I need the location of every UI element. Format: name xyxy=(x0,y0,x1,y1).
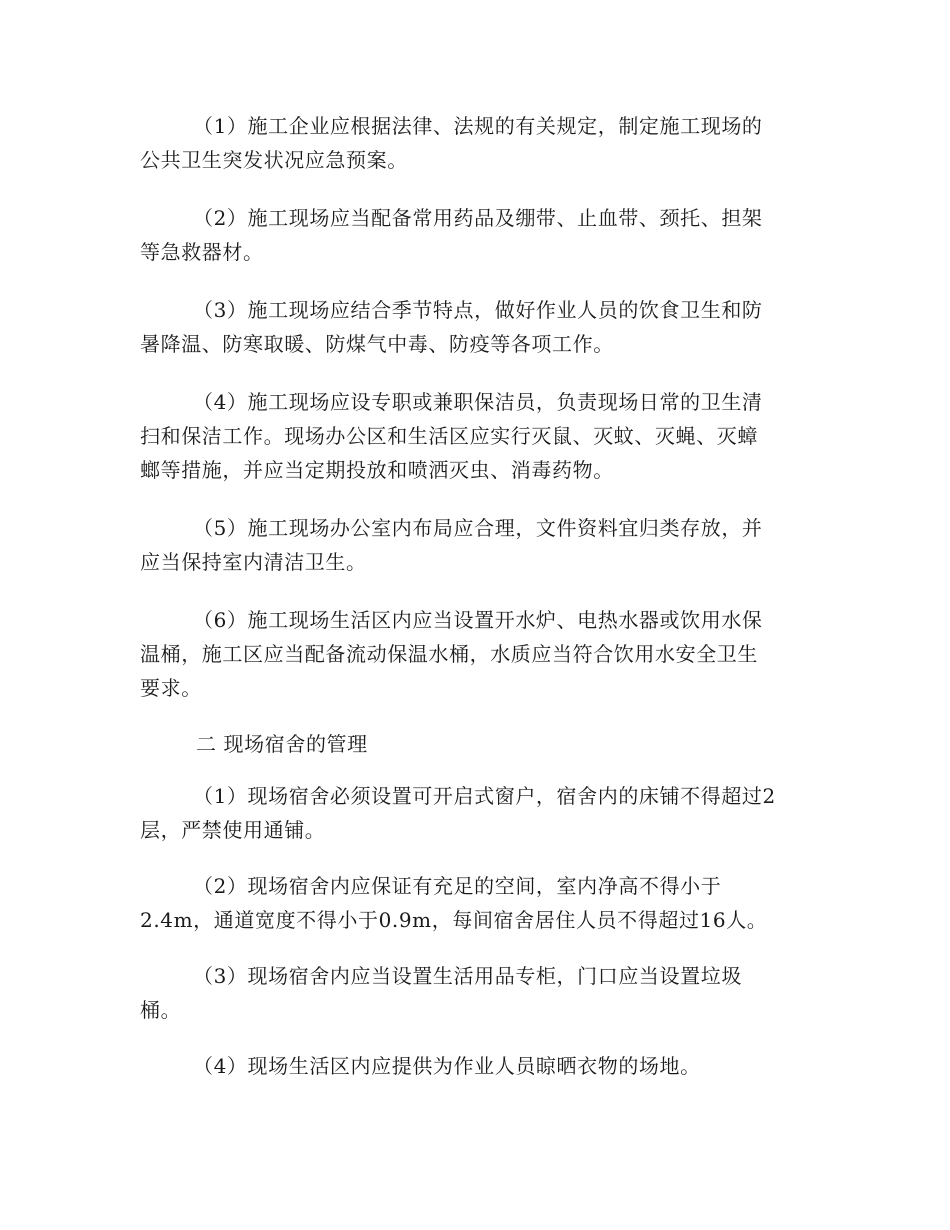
paragraph-1-line-2: 公共卫生突发状况应急预案。 xyxy=(140,148,408,172)
paragraph-7-line-1: （1）现场宿舍必须设置可开启式窗户，宿舍内的床铺不得超过2 xyxy=(193,784,776,808)
paragraph-4-line-3: 螂等措施，并应当定期投放和喷洒灭虫、消毒药物。 xyxy=(140,458,614,482)
paragraph-6-line-2: 温桶，施工区应当配备流动保温水桶，水质应当符合饮用水安全卫生 xyxy=(140,642,758,666)
paragraph-5-line-2: 应当保持室内清洁卫生。 xyxy=(140,550,367,574)
paragraph-8-line-1: （2）现场宿舍内应保证有充足的空间，室内净高不得小于 xyxy=(193,874,722,898)
paragraph-3-line-2: 暑降温、防寒取暖、防煤气中毒、防疫等各项工作。 xyxy=(140,332,614,356)
paragraph-4-line-1: （4）施工现场应设专职或兼职保洁员，负责现场日常的卫生清 xyxy=(193,390,763,414)
paragraph-10-line-1: （4）现场生活区内应提供为作业人员晾晒衣物的场地。 xyxy=(193,1054,701,1078)
paragraph-4-line-2: 扫和保洁工作。现场办公区和生活区应实行灭鼠、灭蚊、灭蝇、灭蟑 xyxy=(140,424,758,448)
section-heading: 二 现场宿舍的管理 xyxy=(196,732,368,756)
paragraph-6-line-3: 要求。 xyxy=(140,676,202,700)
paragraph-9-line-1: （3）现场宿舍内应当设置生活用品专柜，门口应当设置垃圾 xyxy=(193,964,742,988)
paragraph-2-line-1: （2）施工现场应当配备常用药品及绷带、止血带、颈托、担架 xyxy=(193,206,763,230)
paragraph-5-line-1: （5）施工现场办公室内布局应合理，文件资料宜归类存放，并 xyxy=(193,516,763,540)
paragraph-6-line-1: （6）施工现场生活区内应当设置开水炉、电热水器或饮用水保 xyxy=(193,608,763,632)
paragraph-3-line-1: （3）施工现场应结合季节特点，做好作业人员的饮食卫生和防 xyxy=(193,298,763,322)
paragraph-7-line-2: 层，严禁使用通铺。 xyxy=(140,818,326,842)
paragraph-8-line-2: 2.4m，通道宽度不得小于0.9m，每间宿舍居住人员不得超过16人。 xyxy=(140,908,768,932)
paragraph-1-line-1: （1）施工企业应根据法律、法规的有关规定，制定施工现场的 xyxy=(193,114,763,138)
paragraph-2-line-2: 等急救器材。 xyxy=(140,240,264,264)
paragraph-9-line-2: 桶。 xyxy=(140,998,182,1022)
